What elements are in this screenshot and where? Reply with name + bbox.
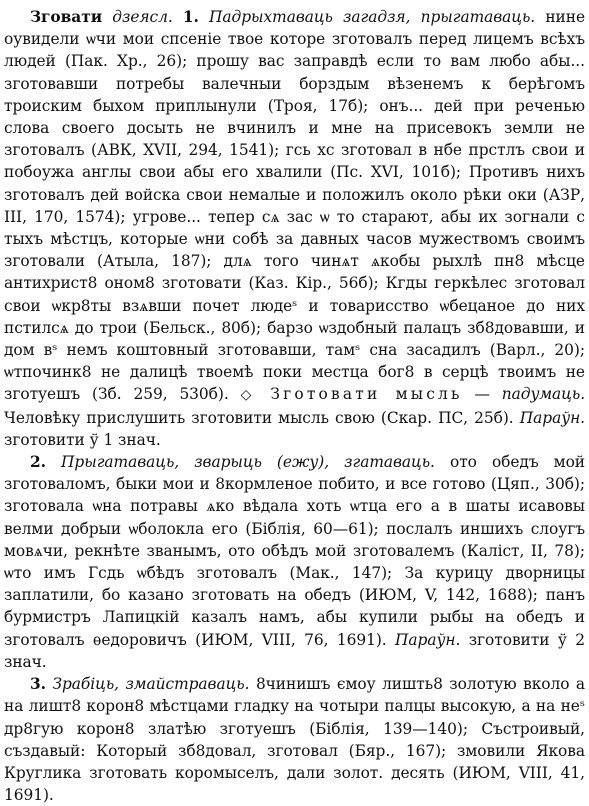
entry-sense-3 [4, 673, 585, 806]
cross-reference-label-2: Параўн. [395, 630, 461, 649]
phrase-citation: Человѣку прислушить зготовити мысль свою (Скар. ПС, 25б). [4, 408, 514, 427]
sense-definition-1: Падрыхтаваць загадзя, прыгатаваць. [209, 8, 536, 26]
entry-sense-2 [4, 451, 585, 673]
cross-reference-1: зготовити ў 1 знач. [4, 430, 161, 449]
headword: Зговати [30, 8, 103, 26]
phrase-headword: Зготовати мысль [270, 385, 463, 404]
citations-3: 8чинишъ ємоу лишть8 золотую вколо а на лишт8 корон8 мѣстцами гладку на чотыри палцы высокую, а на неˢ др8гую корон8 златѣю зготуешъ (Біблія, 139—140); Състроивый, създавый: Который зб8довал, зготовал (Бяр., 167); змовили Якова Круглика зготовать коромыселъ, дали золот. десять (ИЮМ, VIII, 41, 1691). [4, 675, 586, 805]
citations-2: ото обедъ мой зготоваломъ, быки мои и 8кормленое побито, и все готово (Цяп., 30б); зготовала ѡна потравы ѧко вѣдала хоть ѡтца его а в шаты исавовы велми добрыи ѡболокла его (Біблія, 60—61); послалъ иншихъ слоугъ мовѧчи, рекнѣте званымъ, ото обѣдъ мой зготовалемъ (Каліст, II, 78); ѡто имъ Гсдь ѡбѣдъ зготовалъ (Мак., 147); За курицу дворницы заплатили, бо казано зготовать на обедъ (ИЮМ, V, 142, 1688); панъ бурмистръ Лапицкій казалъ намъ, абы купили рыбы на обедъ и зготовалъ ѳедоровичъ (ИЮМ, VIII, 76, 1691). [4, 453, 586, 649]
sense-number-1: 1. [182, 8, 199, 26]
cross-reference-2: зготовити ў 2 знач. [4, 630, 585, 671]
sense-number-2: 2. [30, 453, 46, 472]
grammar-label: дзеясл. [112, 8, 173, 26]
phrase-dash: — [474, 385, 490, 404]
cross-reference-label-1: Параўн. [519, 408, 586, 427]
phrase-definition: падумаць. [501, 385, 586, 404]
entry-sense-1 [4, 6, 585, 451]
sense-number-3: 3. [30, 675, 46, 694]
citations-1: нине оувидели ѡчи мои спсеніе твое которе зготовалъ перед лицемъ всѣхъ людей (Пак. Хр., 26); прошу вас заправдѣ если то вам любо абы... зготовавши потребы валечныи борздым вѣзенемъ к берѣгомъ троиским быхом приплынули (Троя, 17б); онъ... дей при реченью слова своего досыть не вчинилъ и мне на присевокъ земли не зготовалъ (АВК, XVII, 294, 1541); гсь хс зготовал в нбе прстлъ свои и побоужа англы свои абы его хвалили (Пс. XVI, 101б); Противъ нихъ зготовалъ дей войска свои немалые и положилъ около рѣки оки (АЗР, III, 170, 1574); угрове... тепер сѧ зас ѡ то старают, абы их зогнали с тыхъ мѣстцъ, которые ѡни собѣ за давных часов мужествомъ своимъ зготовали (Атыла, 187); длѧ того чинѧт ѧкобы рыхлѣ пн8 мѣсце антихрист8 оном8 зготовати (Каз. Кір., 56б); Кгды геркѣлес зготовал свои ѡкр8ты взѧвши почет людеˢ и товарисство ѡбецаное до них пстилсѧ до трои (Бельск., 80б); барзо ѡздобный палацъ зб8довавши, и дом вˢ немъ коштовный зготовавши, тамˢ сна засадилъ (Варл., 20); ѡтпочинк8 не далицѣ твоемѣ поки местца бог8 в серцѣ твоимъ не зготуешъ (Зб. 259, 530б). [4, 8, 586, 404]
sense-definition-2: Прыгатаваць, зварыць (ежу), згатаваць. [61, 453, 435, 472]
diamond-icon: ◇ [240, 387, 259, 404]
sense-definition-3: Зрабіць, змайстраваць. [52, 675, 250, 694]
